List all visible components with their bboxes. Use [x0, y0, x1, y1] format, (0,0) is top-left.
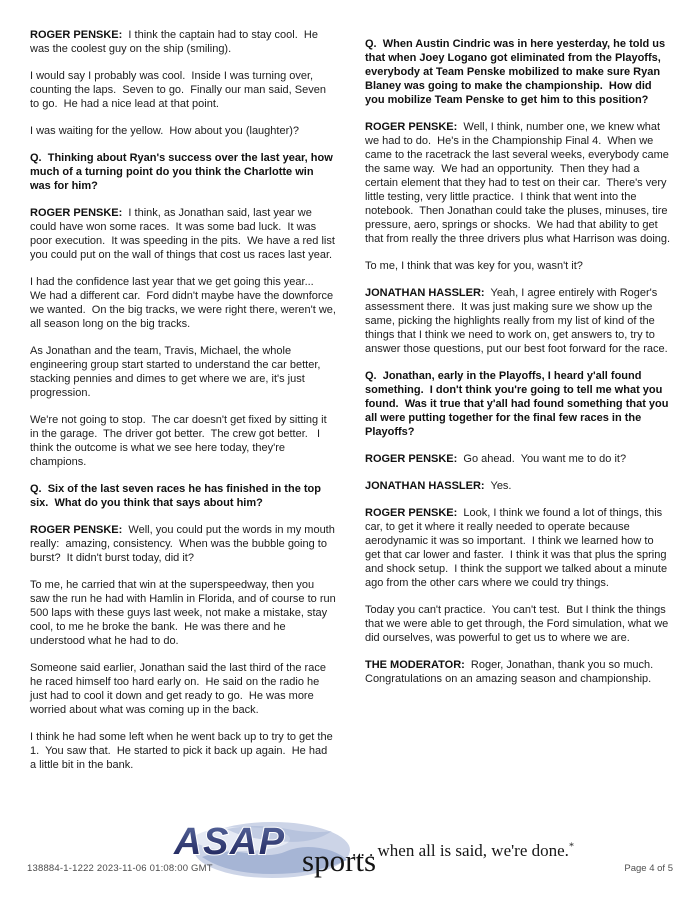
question-paragraph: Q. Six of the last seven races he has finished in the top six. What do you think that says about him? — [30, 483, 325, 509]
speaker-paragraph: JONATHAN HASSLER: Yeah, I agree entirely with Roger's assessment there. It was just making sure we show up the same, picking the highlights really from my list of kind of the things that I think we need to work on, get answers to, try to answer those questions, put our best foot forward for the race. — [365, 287, 668, 355]
answer-paragraph: I had the confidence last year that we get going this year... We had a different car. Ford didn't maybe have the downforce we wanted. On the big tracks, we were right there, weren't we, all season long on the big tracks. — [30, 276, 340, 330]
speaker-name: ROGER PENSKE: — [30, 524, 123, 536]
question-paragraph: Q. When Austin Cindric was in here yesterday, he told us that when Joey Logano got eliminated from the Playoffs, everybody at Team Penske mobilized to make sure Ryan Blaney was going to make the championship. How did you mobilize Team Penske to get him to this position? — [365, 38, 669, 106]
answer-paragraph: To me, I think that was key for you, wasn't it? — [365, 260, 583, 272]
answer-paragraph: Someone said earlier, Jonathan said the last third of the race he raced himself too hard early on. He said on the radio he just had to cool it down and get ready to go. He was more worried about what was coming up in the back. — [30, 662, 330, 716]
speaker-paragraph: JONATHAN HASSLER: Yes. — [365, 480, 512, 492]
speaker-paragraph: ROGER PENSKE: Well, you could put the words in my mouth really: amazing, consistency. When was the bubble going to burst? It didn't burst today, did it? — [30, 524, 338, 564]
answer-paragraph: I was waiting for the yellow. How about you (laughter)? — [30, 125, 300, 137]
answer-paragraph: To me, he carried that win at the superspeedway, then you saw the run he had with Hamlin in Florida, and of course to run 500 laps with these guys last week, not make a mistake, stay cool, to me he broke the bank. He was there and he understood what he had to do. — [30, 579, 339, 647]
answer-paragraph: Today you can't practice. You can't test. But I think the things that we were able to get through, the Ford simulation, what we did ourselves, was powerful to get us to where we are. — [365, 604, 672, 644]
speaker-name: JONATHAN HASSLER: — [365, 480, 485, 492]
logo-tagline: . . . when all is said, we're done.* — [352, 841, 574, 860]
transcript-columns — [30, 28, 671, 785]
speaker-name: ROGER PENSKE: — [30, 29, 123, 41]
speaker-name: ROGER PENSKE: — [365, 121, 458, 133]
question-paragraph: Q. Jonathan, early in the Playoffs, I heard y'all found something. I don't think you're going to tell me what you found. Was it true that y'all had found something that you all were putting together for the final few races in the Playoffs? — [365, 370, 672, 438]
question-paragraph: Q. Thinking about Ryan's success over the last year, how much of a turning point do you think the Charlotte win was for him? — [30, 152, 336, 192]
speaker-paragraph: ROGER PENSKE: I think the captain had to stay cool. He was the coolest guy on the ship (smiling). — [30, 29, 322, 55]
answer-paragraph: I think he had some left when he went back up to try to get the 1. You saw that. He started to pick it back up again. He had a little bit in the bank. — [30, 731, 336, 771]
transcript-column-right — [365, 28, 671, 785]
speaker-paragraph: ROGER PENSKE: Well, I think, number one, we knew what we had to do. He's in the Championship Final 4. When we came to the racetrack the last several weeks, everybody came the same way. We had an opportunity. Then they had a certain element that they had to test on their car. There's very little testing, very little practice. I think that went into the notebook. Then Jonathan could take the pluses, minuses, tire pressure, aero, springs or shocks. We had that ability to get that from really the three drivers plus what Harrison was doing. — [365, 121, 672, 245]
logo-sports-text: sports — [302, 843, 377, 878]
logo-asap-text: ASAP — [174, 821, 286, 863]
speaker-name: ROGER PENSKE: — [30, 207, 123, 219]
speaker-paragraph: ROGER PENSKE: Go ahead. You want me to do it? — [365, 453, 627, 465]
speaker-paragraph: ROGER PENSKE: Look, I think we found a lot of things, this car, to get it where it really needed to operate because aerodynamic it was so important. I think we learned how to get that car lower and faster. I think it was that plus the spring and shock setup. I think the support we talked about a minute ago from the other cars where we could try things. — [365, 507, 671, 589]
speaker-name: ROGER PENSKE: — [365, 453, 458, 465]
speaker-name: ROGER PENSKE: — [365, 507, 458, 519]
page-footer — [0, 815, 700, 906]
document-id-timestamp: 138884-1-1222 2023-11-06 01:08:00 GMT — [27, 863, 213, 874]
answer-paragraph: As Jonathan and the team, Travis, Michael, the whole engineering group start started to understand the car better, stacking pennies and dimes to get where we are, it's just progression. — [30, 345, 324, 399]
speaker-paragraph: ROGER PENSKE: I think, as Jonathan said, last year we could have won some races. It was some bad luck. It was poor execution. It was speeding in the pits. We have a red list you could put on the wall of things that cost us races last year. — [30, 207, 338, 261]
page-number: Page 4 of 5 — [624, 863, 673, 874]
speaker-name: JONATHAN HASSLER: — [365, 287, 485, 299]
tagline-asterisk: * — [568, 841, 574, 853]
answer-paragraph: We're not going to stop. The car doesn't get fixed by sitting it in the garage. The driver got better. The crew got better. I think the outcome is what we see here today, they're champions. — [30, 414, 330, 468]
speaker-paragraph: THE MODERATOR: Roger, Jonathan, thank you so much. Congratulations on an amazing season and championship. — [365, 659, 660, 685]
speaker-name: THE MODERATOR: — [365, 659, 465, 671]
answer-paragraph: I would say I probably was cool. Inside I was turning over, counting the laps. Seven to go. Finally our man said, Seven to go. He had a nice lead at that point. — [30, 70, 330, 110]
transcript-column-left — [30, 28, 340, 785]
